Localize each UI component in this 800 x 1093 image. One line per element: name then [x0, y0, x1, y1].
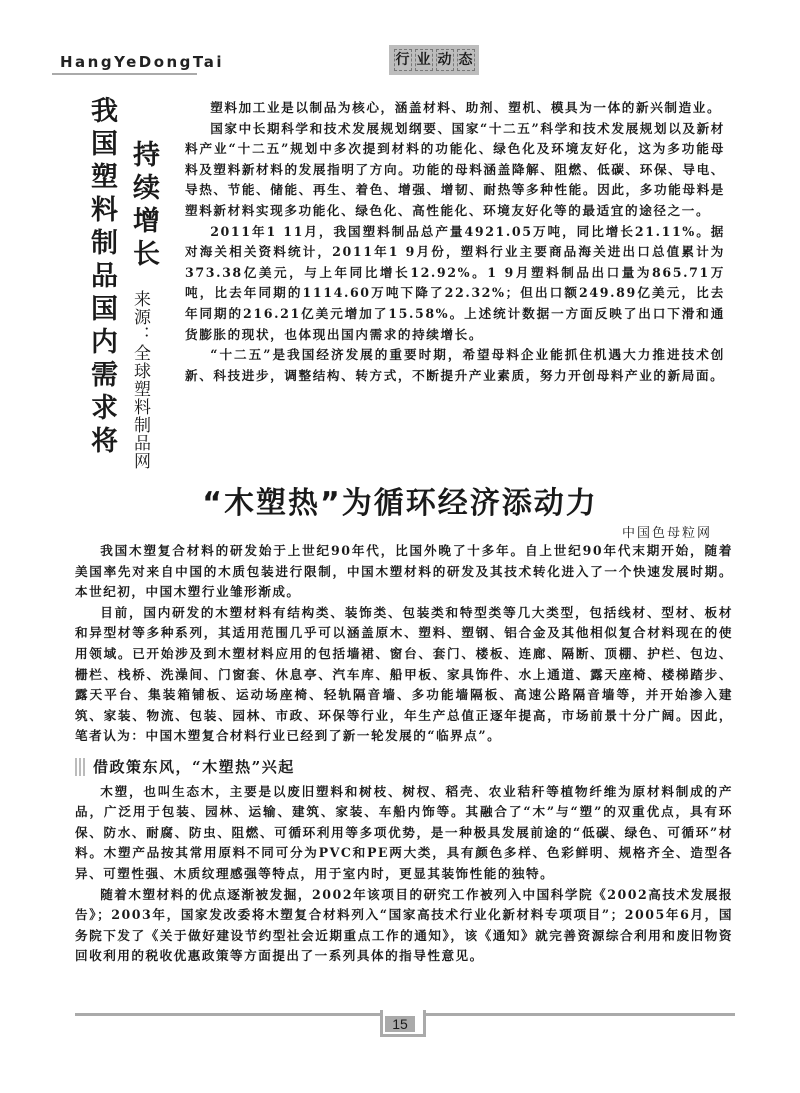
paragraph: 随着木塑材料的优点逐渐被发掘，2002年该项目的研究工作被列入中国科学院《2002高技术发展报告》；2003年，国家发改委将木塑复合材料列入“国家高技术行业化新材料专项项目”；2005年6月，国务院下发了《关于做好建设节约型社会近期重点工作的通知》，该《通知》就完善资源综合利用和废旧物资回收利用的税收优惠政策等方面提出了一系列具体的指导性意见。 — [75, 886, 733, 964]
section-pinyin: HangYeDongTai — [60, 53, 224, 71]
section-char: 业 — [415, 49, 433, 71]
subheading-text: 借政策东风，“木塑热”兴起 — [93, 757, 295, 776]
paragraph: 目前，国内研发的木塑材料有结构类、装饰类、包装类和特型类等几大类型，包括线材、型材、板材和异型材等多种系列，其适用范围几乎可以涵盖原木、塑料、塑钢、铝合金及其他相似复合材料现在的使用领域。已开始涉及到木塑材料应用的包括墙裙、窗台、套门、楼板、连廊、隔断、顶棚、护栏、包边、栅栏、栈桥、洗澡间、门窗套、休息亭、汽车库、船甲板、家具饰件、水上通道、露天座椅、楼梯踏步、露天平台、集装箱铺板、运动场座椅、轻轨隔音墙、多功能墙隔板、高速公路隔音墙等，并开始渗入建筑、家装、物流、包装、园林、市政、环保等行业，年生产总值正逐年提高，市场前景十分广阔。因此，笔者认为：中国木塑复合材料行业已经到了新一轮发展的“临界点”。 — [75, 604, 733, 744]
section-char: 行 — [394, 49, 412, 71]
article1-title-line1: 我国塑料制品国内需求将 — [86, 96, 117, 459]
page-number: 15 — [385, 1016, 415, 1032]
section-char: 态 — [457, 49, 475, 71]
paragraph: “十二五”是我国经济发展的重要时期，希望母料企业能抓住机遇大力推进技术创新、科技进步，调整结构、转方式，不断提升产业素质，努力开创母料产业的新局面。 — [185, 347, 725, 383]
header-pinyin — [52, 52, 224, 75]
article1-body — [185, 98, 725, 386]
section-badge — [389, 45, 479, 75]
article2-body — [75, 541, 733, 967]
paragraph: 2011年1 11月，我国塑料制品总产量4921.05万吨，同比增长21.11%。据对海关相关资料统计，2011年1 9月份，塑料行业主要商品海关进出口总值累计为373.38亿美元，与上年同比增长12.92%。1 9月塑料制品出口量为865.71万吨，比去年同期的1114.60万吨下降了22.32%；但出口额249.89亿美元，比去年同期的216.21亿美元增加了15.58%。上述统计数据一方面反映了出口下滑和通货膨胀的现状，也体现出国内需求的持续增长。 — [185, 223, 725, 342]
article1-title-line2: 持续增长 — [128, 140, 159, 272]
article1-source: 来源：全球塑料制品网 — [130, 290, 150, 470]
paragraph: 木塑，也叫生态木，主要是以废旧塑料和树枝、树杈、稻壳、农业秸秆等植物纤维为原材料制成的产品，广泛用于包装、园林、运输、建筑、家装、车船内饰等。其融合了“木”与“塑”的双重优点，具有环保、防水、耐腐、防虫、阻燃、可循环利用等多项优势，是一种极具发展前途的“低碳、绿色、可循环”材料。木塑产品按其常用原料不同可分为PVC和PE两大类，具有颜色多样、色彩鲜明、规格齐全、造型各异、可塑性强、木质纹理感强等特点，用于室内时，更显其装饰性能的独特。 — [75, 783, 733, 881]
article2-source: 中国色母粒网 — [621, 526, 712, 541]
paragraph: 国家中长期科学和技术发展规划纲要、国家“十二五”科学和技术发展规划以及新材料产业“十二五”规划中多次提到材料的功能化、绿色化及环境友好化，这为多功能母料及塑料新材料的发展指明了方向。功能的母料涵盖降解、阻燃、低碳、环保、导电、导热、节能、储能、再生、着色、增强、增韧、耐热等多种性能。因此，多功能母料是塑料新材料实现多功能化、绿色化、高性能化、环境友好化等的最适宜的途径之一。 — [185, 120, 725, 218]
paragraph: 我国木塑复合材料的研发始于上世纪90年代，比国外晚了十多年。自上世纪90年代末期开始，随着美国率先对来自中国的木质包装进行限制，中国木塑材料的研发及其技术转化进入了一个快速发展时期。本世纪初，中国木塑行业雏形渐成。 — [75, 543, 733, 600]
section-char: 动 — [436, 49, 454, 71]
article2-subheading — [75, 757, 733, 778]
article2-title: “木塑热”为循环经济添动力 — [202, 486, 598, 521]
paragraph: 塑料加工业是以制品为核心，涵盖材料、助剂、塑机、模具为一体的新兴制造业。 — [210, 100, 722, 115]
subheading-bars-icon — [75, 758, 87, 776]
